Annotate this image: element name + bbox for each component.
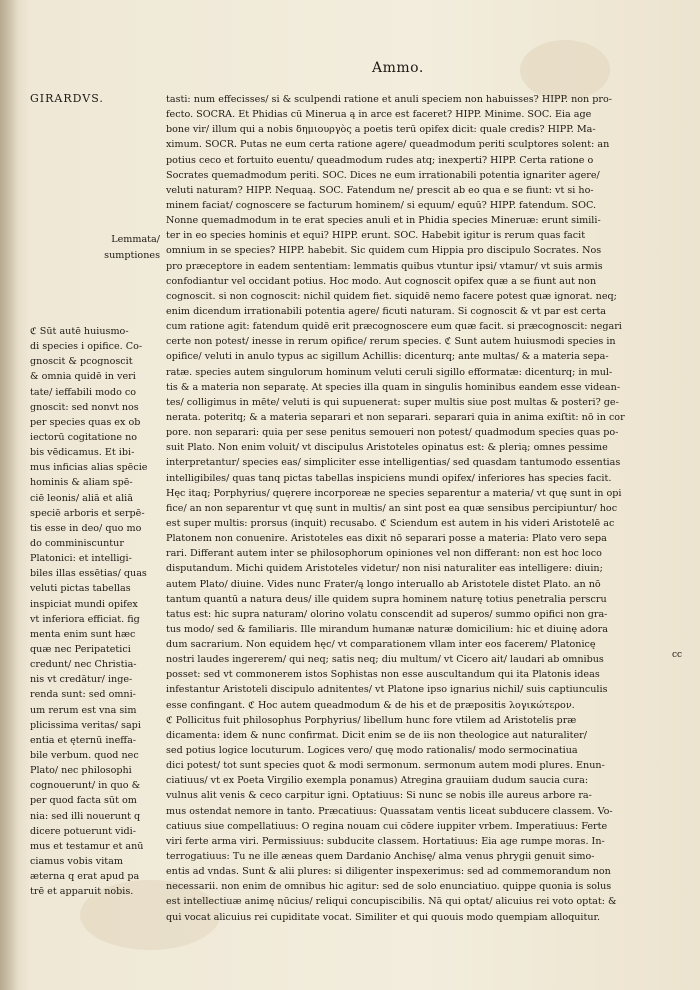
text-line: opifice/ veluti in anulo typus ac sigillum Achillis: dicenturq; ante multas/ & a materia sepa- bbox=[166, 351, 609, 363]
text-line: inspiciat mundi opifex bbox=[30, 598, 138, 610]
text-line: nerata. poteritq; & a materia separari et non separari. separari quia in anima exiſtit: nō in cor bbox=[166, 411, 625, 423]
text-line: speciē arboris et serpē- bbox=[30, 507, 145, 519]
text-line: ciatiuus/ vt ex Poeta Virgilio exempla ponamus) Atregina grauiiam dudum saucia cura: bbox=[166, 775, 589, 787]
text-line: vulnus alit venis & ceco carpitur igni. Optatiuus: Si nunc se nobis ille aureus arbore ra- bbox=[166, 790, 592, 802]
text-line: posset: sed vt commonerem istos Sophistas non esse auscultandum qui ita Platonis ideas bbox=[166, 669, 600, 681]
text-line: per species quas ex ob bbox=[30, 416, 141, 428]
text-line: tus modo/ sed & familiaris. Ille mirandum humanæ naturæ domicilium: hic et diuinę adora bbox=[166, 623, 608, 635]
text-line: plicissima veritas/ sapi bbox=[30, 719, 141, 731]
main-text-column bbox=[166, 92, 686, 925]
text-line: cum ratione agit: fatendum quidē erit præcognoscere eum quæ facit. si præcognoscit: negari bbox=[166, 321, 622, 333]
text-line: ter in eo species hominis et equi? HIPP. erunt. SOC. Habebit igitur is rerum quas facit bbox=[166, 230, 586, 242]
text-line: rari. Differant autem inter se philosophorum opiniones vel non differant: non est hoc loco bbox=[166, 548, 602, 560]
text-line: ℭ Pollicitus fuit philosophus Porphyrius/ libellum hunc fore vtilem ad Aristotelis præ bbox=[166, 714, 577, 726]
text-line: mus ostendat nemore in tanto. Præcatiuus: Quassatam ventis liceat subducere classem. Vo- bbox=[166, 805, 613, 817]
text-line: hominis & aliam spē- bbox=[30, 477, 133, 489]
text-line: enim dicendum irrationabili potentia agere/ ficuti naturam. Si cognoscit & vt par est certa bbox=[166, 305, 607, 317]
text-line: tis & a materia non separatę. At species illa quam in singulis hominibus eandem esse videan- bbox=[166, 381, 621, 393]
text-line: interpretantur/ species eas/ simpliciter esse intelligentias/ sed quasdam tantumodo essentias bbox=[166, 457, 621, 469]
text-line: fecto. SOCRA. Et Phidias cū Minerua ą in arce est faceret? HIPP. Minime. SOC. Eia age bbox=[166, 109, 592, 121]
text-line: Platonici: et intelligi- bbox=[30, 553, 132, 565]
text-line: suit Plato. Non enim voluit/ vt discipulus Aristoteles opinatus est: & plerią; omnes pessime bbox=[166, 442, 608, 454]
text-line: ciē leonis/ aliā et aliā bbox=[30, 492, 133, 504]
text-line: cognoscit. si non cognoscit: nichil quidem fiet. siquidē nemo facere potest quæ ignorat. neq; bbox=[166, 290, 617, 302]
text-line: minem faciat/ cognoscere se facturum hominem/ si equum/ equū? HIPP. fatendum. SOC. bbox=[166, 199, 597, 211]
text-line: veluti pictas tabellas bbox=[30, 583, 131, 595]
text-line: mus et testamur et anū bbox=[30, 840, 144, 852]
text-line: ℭ Sūt autē huiusmo- bbox=[30, 326, 129, 337]
text-line: nia: sed illi nouerunt q bbox=[30, 810, 141, 822]
text-line: do comminiscuntur bbox=[30, 537, 124, 549]
text-line: infestantur Aristoteli discipulo adnitentes/ vt Platone ipso ignarius nichil/ suis captiunculis bbox=[166, 684, 608, 696]
text-line: tate/ ieffabili modo co bbox=[30, 386, 137, 398]
marginal-note-line: sumptiones bbox=[104, 250, 160, 261]
text-line: autem Plato/ diuine. Vides nunc Frater/ą longo interuallo ab Aristotele distet Plato. an nō bbox=[166, 578, 601, 590]
text-line: credunt/ nec Christia- bbox=[30, 659, 137, 671]
text-line: biles illas essētias/ quas bbox=[30, 568, 147, 580]
text-line: bile verbum. quod nec bbox=[30, 749, 139, 761]
text-line: trē et apparuit nobis. bbox=[30, 886, 134, 898]
text-line: necessarii. non enim de omnibus hic agitur: sed de solo enunciatiuo. quippe quonia is solus bbox=[166, 881, 612, 893]
text-line: tatus est: hic supra naturam/ olorino volatu conscendit ad superos/ summo opifici non gra- bbox=[166, 608, 608, 620]
text-line: entia et ęternū ineffa- bbox=[30, 734, 137, 746]
text-line: Platonem non conuenire. Aristoteles eas dixit nō separari posse a materia: Plato vero sepa bbox=[166, 533, 607, 545]
running-head: Ammo. bbox=[372, 60, 424, 76]
text-line: confodiantur vel occidant potius. Hoc modo. Aut cognoscit opifex quæ a se fiunt aut non bbox=[166, 275, 597, 287]
text-line: bis vēdicamus. Et ibi- bbox=[30, 447, 135, 459]
text-line: Hęc itaq; Porphyrius/ quęrere incorporeæ ne species separentur a materia/ vt quę sunt in opi bbox=[166, 487, 622, 499]
text-line: gnoscit: sed nonvt nos bbox=[30, 401, 139, 413]
text-line: est super multis: prorsus (inquit) recusabo. ℭ Sciendum est autem in his videri Aristotelē ac bbox=[166, 517, 615, 529]
text-line: nis vt credātur/ inge- bbox=[30, 674, 133, 686]
text-line: est intellectiuæ animę nūcius/ reliqui concupiscibilis. Nā qui optat/ alicuius rei voto optat: & bbox=[166, 896, 617, 908]
text-line: viri ferte arma viri. Permissiuus: subducite classem. Hortatiuus: Eia age rumpe moras. In- bbox=[166, 835, 605, 847]
text-line: dum sacrarium. Non equidem hęc/ vt comparationem vllam inter eos facerem/ Platonicę bbox=[166, 639, 596, 651]
commentary-column bbox=[30, 324, 166, 899]
text-line: ratæ. species autem singulorum hominum veluti ceruli sigillo efformatæ: dicenturq; in mul- bbox=[166, 366, 613, 378]
text-line: dicamenta: idem & nunc confirmat. Dicit enim se de iis non theologice aut naturaliter/ bbox=[166, 729, 587, 741]
text-line: um rerum est vna sim bbox=[30, 704, 137, 716]
text-line: intelligibiles/ quas tanq pictas tabellas inspiciens mundi opifex/ inferiores has species facit. bbox=[166, 472, 612, 484]
text-line: cognouerunt/ in quo & bbox=[30, 780, 141, 792]
text-line: per quod facta sūt om bbox=[30, 795, 137, 807]
marginal-note bbox=[102, 232, 160, 264]
text-line: entis ad vndas. Sunt & alii plures: si diligenter inspexerimus: sed ad commemorandum non bbox=[166, 866, 611, 878]
text-line: Socrates quemadmodum periti. SOC. Dices ne eum irrationabili potentia ignariter agere/ bbox=[166, 169, 600, 181]
text-line: ximum. SOCR. Putas ne eum certa ratione agere/ queadmodum periti sculptores solent: an bbox=[166, 139, 610, 151]
text-line: tasti: num effecisses/ si & sculpendi ratione et anuli speciem non habuisses? HIPP. non pro- bbox=[166, 94, 613, 105]
text-line: potius ceco et fortuito euentu/ queadmodum rudes atq; inexperti? HIPP. Certa ratione o bbox=[166, 154, 594, 166]
text-line: tes/ colligimus in mēte/ veluti is qui supuenerat: super multis siue post multas & posteri? ge- bbox=[166, 396, 619, 408]
text-line: vt inferiora efficiat. fig bbox=[30, 613, 140, 625]
text-line: omnium in se species? HIPP. habebit. Sic quidem cum Hippia pro discipulo Socrates. Nos bbox=[166, 245, 602, 257]
text-line: Nonne quemadmodum in te erat species anuli et in Phidia species Mineruæ: erunt simili- bbox=[166, 215, 601, 227]
text-line: ciamus vobis vitam bbox=[30, 855, 123, 867]
text-line: di species i opifice. Co- bbox=[30, 341, 143, 353]
text-line: & omnia quidē in veri bbox=[30, 371, 136, 383]
text-line: disputandum. Michi quidem Aristoteles videtur/ non nisi naturaliter eas intelligere: diuin; bbox=[166, 563, 603, 575]
text-line: veluti naturam? HIPP. Nequaą. SOC. Fatendum ne/ prescit ab eo qua e se fiunt: vt si ho- bbox=[166, 184, 594, 196]
text-line: tis esse in deo/ quo mo bbox=[30, 522, 142, 534]
text-line: terrogatiuus: Tu ne ille æneas quem Dardanio Anchisę/ alma venus phrygii genuit simo- bbox=[166, 851, 595, 863]
text-line: catiuus siue compellatiuus: O regina nouam cui cōdere iuppiter vrbem. Imperatiuus: Ferte bbox=[166, 820, 608, 832]
text-line: renda sunt: sed omni- bbox=[30, 689, 136, 701]
marginal-note-line: Lemmata/ bbox=[111, 234, 160, 245]
text-line: menta enim sunt hæc bbox=[30, 628, 136, 640]
marginal-author-name: GIRARDVS. bbox=[30, 92, 104, 105]
text-line: certe non potest/ inesse in rerum opifice/ rerum species. ℭ Sunt autem huiusmodi species in bbox=[166, 336, 616, 348]
text-line: sed potius logice locuturum. Logices vero/ quę modo rationalis/ modo sermocinatiua bbox=[166, 745, 578, 757]
text-line: æterna q erat apud pa bbox=[30, 871, 140, 883]
text-line: esse confingant. ℭ Hoc autem queadmodum & de his et de præpositis λογικώτερον. bbox=[166, 699, 575, 711]
text-line: mus inficias alias spēcie bbox=[30, 462, 148, 474]
paper-stain bbox=[520, 40, 610, 100]
text-line: fice/ an non separentur vt quę sunt in multis/ an sint post ea quæ sensibus percipiuntur/ hoc bbox=[166, 502, 618, 514]
text-line: dicere potuerunt vidi- bbox=[30, 825, 136, 837]
text-line: tantum quantū a natura deus/ ille quidem supra hominem naturę totius penetralia perscru bbox=[166, 593, 607, 605]
text-line: gnoscit & pcognoscit bbox=[30, 356, 133, 368]
text-line: iectorū cogitatione no bbox=[30, 431, 138, 443]
text-line: quæ nec Peripatetici bbox=[30, 643, 131, 655]
text-line: qui vocat alicuius rei cupiditate vocat. Similiter et qui quouis modo quempiam alloquitur. bbox=[166, 911, 601, 923]
text-line: Plato/ nec philosophi bbox=[30, 765, 132, 777]
text-line: nostri laudes ingererem/ qui neq; satis neq; diu multum/ vt Cicero ait/ laudari ab omnibus bbox=[166, 654, 604, 666]
catchword: cc bbox=[672, 650, 683, 660]
text-line: dici potest/ tot sunt species quot & modi sermonum. sermonum autem modi plures. Enun- bbox=[166, 760, 605, 772]
text-line: bone vir/ illum qui a nobis δημιουργὸς a poetis terū opifex dicit: quale credis? HIPP. Ma- bbox=[166, 124, 596, 136]
text-line: pro præceptore in eadem sententiam: lemmatis quibus vtuntur ipsi/ vtamur/ vt suis armis bbox=[166, 260, 603, 272]
page-spine-shadow bbox=[0, 0, 18, 990]
text-line: pore. non separari: quia per sese penitus semoueri non potest/ quadmodum species quas po- bbox=[166, 427, 619, 439]
